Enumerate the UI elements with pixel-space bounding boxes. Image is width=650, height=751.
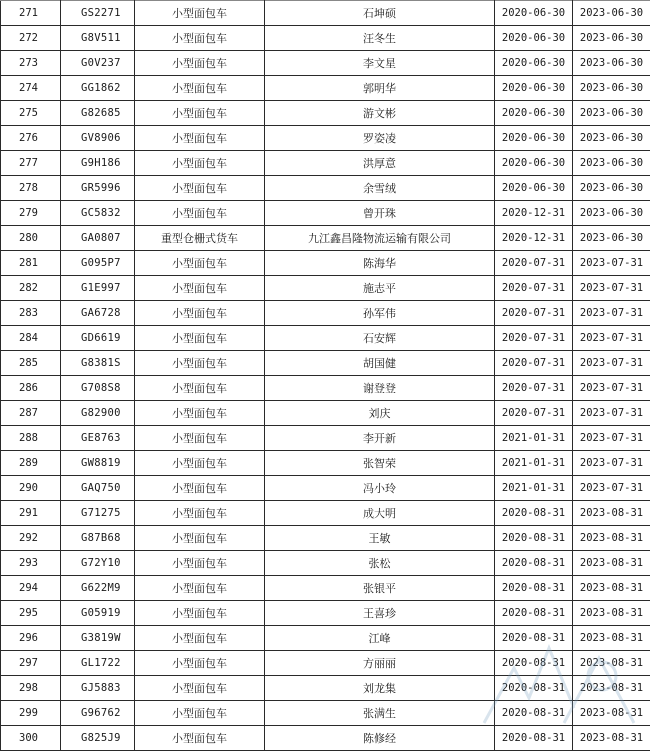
end-date-cell: 2023-06-30	[573, 176, 650, 201]
table-row	[1, 701, 650, 726]
owner-name-cell: 张银平	[265, 576, 495, 601]
vehicle-type-cell: 小型面包车	[135, 726, 265, 751]
start-date-cell: 2021-01-31	[495, 476, 573, 501]
start-date-cell: 2020-06-30	[495, 151, 573, 176]
table-row	[1, 326, 650, 351]
table-row	[1, 176, 650, 201]
end-date-cell: 2023-06-30	[573, 51, 650, 76]
plate-number-cell: G82685	[61, 101, 135, 126]
start-date-cell: 2020-08-31	[495, 551, 573, 576]
table-row	[1, 401, 650, 426]
end-date-cell: 2023-07-31	[573, 351, 650, 376]
vehicle-type-cell: 小型面包车	[135, 351, 265, 376]
start-date-cell: 2020-06-30	[495, 76, 573, 101]
plate-number-cell: GL1722	[61, 651, 135, 676]
vehicle-type-cell: 小型面包车	[135, 651, 265, 676]
table-row	[1, 551, 650, 576]
start-date-cell: 2020-07-31	[495, 351, 573, 376]
owner-name-cell: 九江鑫昌隆物流运输有限公司	[265, 226, 495, 251]
end-date-cell: 2023-07-31	[573, 276, 650, 301]
vehicle-table-body	[1, 1, 650, 751]
start-date-cell: 2020-07-31	[495, 401, 573, 426]
plate-number-cell: G82900	[61, 401, 135, 426]
row-number-cell: 289	[1, 451, 61, 476]
vehicle-type-cell: 小型面包车	[135, 251, 265, 276]
owner-name-cell: 余雪绒	[265, 176, 495, 201]
owner-name-cell: 石安辉	[265, 326, 495, 351]
row-number-cell: 295	[1, 601, 61, 626]
plate-number-cell: GC5832	[61, 201, 135, 226]
table-row	[1, 601, 650, 626]
vehicle-type-cell: 小型面包车	[135, 276, 265, 301]
start-date-cell: 2020-08-31	[495, 676, 573, 701]
table-row	[1, 226, 650, 251]
owner-name-cell: 陈海华	[265, 251, 495, 276]
vehicle-type-cell: 小型面包车	[135, 426, 265, 451]
row-number-cell: 280	[1, 226, 61, 251]
end-date-cell: 2023-08-31	[573, 501, 650, 526]
end-date-cell: 2023-06-30	[573, 101, 650, 126]
vehicle-type-cell: 小型面包车	[135, 101, 265, 126]
plate-number-cell: GAQ750	[61, 476, 135, 501]
row-number-cell: 296	[1, 626, 61, 651]
vehicle-type-cell: 小型面包车	[135, 401, 265, 426]
table-row	[1, 301, 650, 326]
owner-name-cell: 洪厚意	[265, 151, 495, 176]
end-date-cell: 2023-07-31	[573, 326, 650, 351]
owner-name-cell: 成大明	[265, 501, 495, 526]
start-date-cell: 2020-08-31	[495, 576, 573, 601]
start-date-cell: 2020-07-31	[495, 251, 573, 276]
owner-name-cell: 游文彬	[265, 101, 495, 126]
plate-number-cell: G095P7	[61, 251, 135, 276]
table-row	[1, 726, 650, 751]
owner-name-cell: 罗姿凌	[265, 126, 495, 151]
row-number-cell: 288	[1, 426, 61, 451]
plate-number-cell: G96762	[61, 701, 135, 726]
vehicle-type-cell: 小型面包车	[135, 576, 265, 601]
start-date-cell: 2020-07-31	[495, 326, 573, 351]
end-date-cell: 2023-08-31	[573, 701, 650, 726]
owner-name-cell: 王敏	[265, 526, 495, 551]
row-number-cell: 283	[1, 301, 61, 326]
start-date-cell: 2020-08-31	[495, 501, 573, 526]
row-number-cell: 285	[1, 351, 61, 376]
plate-number-cell: GV8906	[61, 126, 135, 151]
vehicle-type-cell: 小型面包车	[135, 376, 265, 401]
plate-number-cell: G72Y10	[61, 551, 135, 576]
start-date-cell: 2020-06-30	[495, 176, 573, 201]
owner-name-cell: 张满生	[265, 701, 495, 726]
owner-name-cell: 李开新	[265, 426, 495, 451]
vehicle-type-cell: 小型面包车	[135, 76, 265, 101]
vehicle-type-cell: 小型面包车	[135, 1, 265, 26]
owner-name-cell: 施志平	[265, 276, 495, 301]
start-date-cell: 2020-08-31	[495, 701, 573, 726]
table-row	[1, 351, 650, 376]
row-number-cell: 298	[1, 676, 61, 701]
row-number-cell: 273	[1, 51, 61, 76]
owner-name-cell: 孙军伟	[265, 301, 495, 326]
row-number-cell: 300	[1, 726, 61, 751]
table-row	[1, 251, 650, 276]
end-date-cell: 2023-08-31	[573, 726, 650, 751]
plate-number-cell: GS2271	[61, 1, 135, 26]
table-row	[1, 76, 650, 101]
plate-number-cell: G05919	[61, 601, 135, 626]
start-date-cell: 2020-07-31	[495, 276, 573, 301]
row-number-cell: 290	[1, 476, 61, 501]
start-date-cell: 2020-08-31	[495, 726, 573, 751]
row-number-cell: 276	[1, 126, 61, 151]
vehicle-type-cell: 小型面包车	[135, 26, 265, 51]
end-date-cell: 2023-08-31	[573, 676, 650, 701]
owner-name-cell: 张松	[265, 551, 495, 576]
plate-number-cell: G71275	[61, 501, 135, 526]
start-date-cell: 2020-06-30	[495, 1, 573, 26]
table-row	[1, 101, 650, 126]
vehicle-type-cell: 小型面包车	[135, 301, 265, 326]
table-row	[1, 376, 650, 401]
end-date-cell: 2023-07-31	[573, 476, 650, 501]
owner-name-cell: 汪冬生	[265, 26, 495, 51]
vehicle-type-cell: 小型面包车	[135, 626, 265, 651]
owner-name-cell: 郭明华	[265, 76, 495, 101]
start-date-cell: 2020-08-31	[495, 626, 573, 651]
plate-number-cell: G622M9	[61, 576, 135, 601]
plate-number-cell: G0V237	[61, 51, 135, 76]
end-date-cell: 2023-07-31	[573, 401, 650, 426]
end-date-cell: 2023-06-30	[573, 201, 650, 226]
owner-name-cell: 王喜珍	[265, 601, 495, 626]
plate-number-cell: GG1862	[61, 76, 135, 101]
end-date-cell: 2023-08-31	[573, 601, 650, 626]
vehicle-type-cell: 小型面包车	[135, 201, 265, 226]
row-number-cell: 284	[1, 326, 61, 351]
owner-name-cell: 李文星	[265, 51, 495, 76]
plate-number-cell: GW8819	[61, 451, 135, 476]
owner-name-cell: 刘庆	[265, 401, 495, 426]
start-date-cell: 2021-01-31	[495, 426, 573, 451]
plate-number-cell: GE8763	[61, 426, 135, 451]
row-number-cell: 275	[1, 101, 61, 126]
vehicle-type-cell: 小型面包车	[135, 701, 265, 726]
plate-number-cell: G87B68	[61, 526, 135, 551]
plate-number-cell: GA6728	[61, 301, 135, 326]
table-row	[1, 201, 650, 226]
table-row	[1, 151, 650, 176]
start-date-cell: 2020-06-30	[495, 126, 573, 151]
plate-number-cell: G708S8	[61, 376, 135, 401]
vehicle-type-cell: 重型仓栅式货车	[135, 226, 265, 251]
end-date-cell: 2023-06-30	[573, 76, 650, 101]
end-date-cell: 2023-08-31	[573, 576, 650, 601]
start-date-cell: 2021-01-31	[495, 451, 573, 476]
owner-name-cell: 谢登登	[265, 376, 495, 401]
plate-number-cell: GA0807	[61, 226, 135, 251]
row-number-cell: 277	[1, 151, 61, 176]
table-row	[1, 626, 650, 651]
end-date-cell: 2023-08-31	[573, 526, 650, 551]
end-date-cell: 2023-07-31	[573, 251, 650, 276]
vehicle-type-cell: 小型面包车	[135, 126, 265, 151]
vehicle-type-cell: 小型面包车	[135, 51, 265, 76]
plate-number-cell: GJ5883	[61, 676, 135, 701]
table-row	[1, 526, 650, 551]
table-row	[1, 651, 650, 676]
table-row	[1, 426, 650, 451]
end-date-cell: 2023-06-30	[573, 26, 650, 51]
end-date-cell: 2023-07-31	[573, 301, 650, 326]
vehicle-type-cell: 小型面包车	[135, 326, 265, 351]
table-row	[1, 276, 650, 301]
plate-number-cell: GD6619	[61, 326, 135, 351]
vehicle-type-cell: 小型面包车	[135, 501, 265, 526]
vehicle-type-cell: 小型面包车	[135, 476, 265, 501]
row-number-cell: 272	[1, 26, 61, 51]
owner-name-cell: 石坤硕	[265, 1, 495, 26]
row-number-cell: 287	[1, 401, 61, 426]
end-date-cell: 2023-06-30	[573, 226, 650, 251]
owner-name-cell: 胡国健	[265, 351, 495, 376]
row-number-cell: 281	[1, 251, 61, 276]
table-row	[1, 451, 650, 476]
table-row	[1, 126, 650, 151]
vehicle-type-cell: 小型面包车	[135, 551, 265, 576]
start-date-cell: 2020-07-31	[495, 301, 573, 326]
end-date-cell: 2023-07-31	[573, 426, 650, 451]
table-row	[1, 576, 650, 601]
end-date-cell: 2023-06-30	[573, 1, 650, 26]
plate-number-cell: G3819W	[61, 626, 135, 651]
start-date-cell: 2020-08-31	[495, 601, 573, 626]
end-date-cell: 2023-08-31	[573, 626, 650, 651]
vehicle-type-cell: 小型面包车	[135, 601, 265, 626]
row-number-cell: 292	[1, 526, 61, 551]
vehicle-type-cell: 小型面包车	[135, 526, 265, 551]
table-row	[1, 26, 650, 51]
table-row	[1, 1, 650, 26]
row-number-cell: 294	[1, 576, 61, 601]
row-number-cell: 279	[1, 201, 61, 226]
start-date-cell: 2020-06-30	[495, 26, 573, 51]
row-number-cell: 271	[1, 1, 61, 26]
row-number-cell: 274	[1, 76, 61, 101]
vehicle-type-cell: 小型面包车	[135, 451, 265, 476]
table-row	[1, 51, 650, 76]
plate-number-cell: G8381S	[61, 351, 135, 376]
owner-name-cell: 张智荣	[265, 451, 495, 476]
owner-name-cell: 刘龙集	[265, 676, 495, 701]
plate-number-cell: G9H186	[61, 151, 135, 176]
row-number-cell: 293	[1, 551, 61, 576]
table-row	[1, 476, 650, 501]
end-date-cell: 2023-07-31	[573, 376, 650, 401]
owner-name-cell: 江峰	[265, 626, 495, 651]
start-date-cell: 2020-07-31	[495, 376, 573, 401]
table-row	[1, 501, 650, 526]
row-number-cell: 278	[1, 176, 61, 201]
owner-name-cell: 方丽丽	[265, 651, 495, 676]
end-date-cell: 2023-08-31	[573, 651, 650, 676]
start-date-cell: 2020-06-30	[495, 51, 573, 76]
vehicle-type-cell: 小型面包车	[135, 676, 265, 701]
plate-number-cell: G1E997	[61, 276, 135, 301]
start-date-cell: 2020-08-31	[495, 526, 573, 551]
table-row	[1, 676, 650, 701]
end-date-cell: 2023-08-31	[573, 551, 650, 576]
vehicle-type-cell: 小型面包车	[135, 151, 265, 176]
vehicle-type-cell: 小型面包车	[135, 176, 265, 201]
end-date-cell: 2023-06-30	[573, 126, 650, 151]
plate-number-cell: G8V511	[61, 26, 135, 51]
owner-name-cell: 冯小玲	[265, 476, 495, 501]
row-number-cell: 282	[1, 276, 61, 301]
owner-name-cell: 曾开珠	[265, 201, 495, 226]
row-number-cell: 286	[1, 376, 61, 401]
start-date-cell: 2020-12-31	[495, 201, 573, 226]
end-date-cell: 2023-07-31	[573, 451, 650, 476]
start-date-cell: 2020-12-31	[495, 226, 573, 251]
start-date-cell: 2020-06-30	[495, 101, 573, 126]
row-number-cell: 299	[1, 701, 61, 726]
end-date-cell: 2023-06-30	[573, 151, 650, 176]
row-number-cell: 297	[1, 651, 61, 676]
plate-number-cell: G825J9	[61, 726, 135, 751]
start-date-cell: 2020-08-31	[495, 651, 573, 676]
row-number-cell: 291	[1, 501, 61, 526]
plate-number-cell: GR5996	[61, 176, 135, 201]
owner-name-cell: 陈修经	[265, 726, 495, 751]
